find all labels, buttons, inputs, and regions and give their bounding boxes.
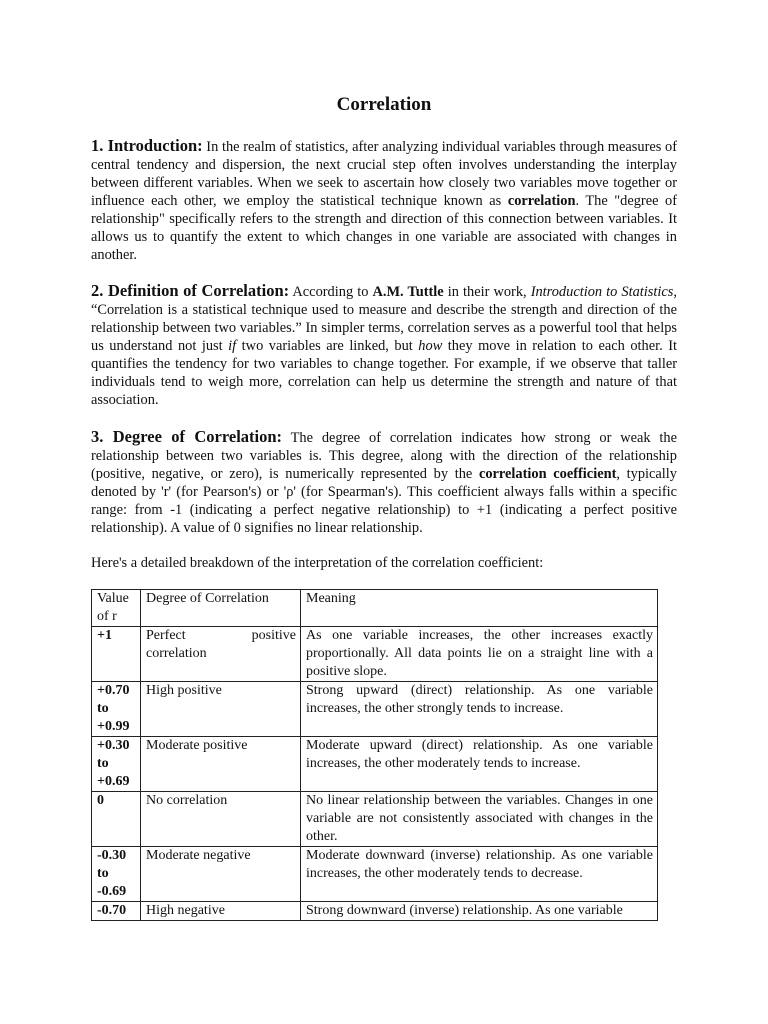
row-meaning: Strong downward (inverse) relationship. As one variable <box>301 902 658 921</box>
definition-paragraph <box>91 282 677 409</box>
degree-term: correlation coefficient <box>478 466 617 482</box>
row-value: 0 <box>92 792 141 847</box>
definition-text-3: , “Correlation is a statistical technique used to measure and describe the strength and direction of the relationship between two variables.” In simpler terms, correlation serves as a powerful tool that helps us understand not just <box>91 284 677 354</box>
degree-text-2: , typically denoted by 'r' (for Pearson's) or 'ρ' (for Spearman's). This coefficient always falls within a specific range: from -1 (indicating a perfect negative relationship) to +1 (indicating a perfect positive relationship). A value of 0 signifies no linear relationship. <box>91 466 677 536</box>
introduction-term: correlation <box>507 193 576 209</box>
table-row <box>92 792 658 847</box>
row-meaning: No linear relationship between the variables. Changes in one variable are not consistently associated with changes in the other. <box>301 792 658 847</box>
table-row <box>92 847 658 902</box>
correlation-table <box>91 589 658 921</box>
definition-em-if: if <box>228 338 237 354</box>
row-meaning: Moderate downward (inverse) relationship. As one variable increases, the other moderately tends to decrease. <box>301 847 658 902</box>
definition-book-title: Introduction to Statistics <box>530 284 674 300</box>
definition-text-1: According to <box>289 284 373 300</box>
table-row <box>92 902 658 921</box>
row-meaning: As one variable increases, the other increases exactly proportionally. All data points lie on a straight line with a positive slope. <box>301 627 658 682</box>
row-degree: Moderate negative <box>141 847 301 902</box>
table-row <box>92 627 658 682</box>
definition-text-4: two variables are linked, but <box>236 338 419 354</box>
introduction-text-1: In the realm of statistics, after analyzing individual variables through measures of central tendency and dispersion, the next crucial step often involves understanding the interplay between different variables. When we seek to ascertain how closely two variables move together or influence each other, we employ the statistical technique known as <box>91 139 678 209</box>
row-meaning: Moderate upward (direct) relationship. As one variable increases, the other moderately tends to increase. <box>301 737 658 792</box>
degree-heading: 3. Degree of Correlation: <box>91 427 283 446</box>
row-meaning: Strong upward (direct) relationship. As one variable increases, the other strongly tends to increase. <box>301 682 658 737</box>
definition-heading: 2. Definition of Correlation: <box>91 281 290 300</box>
definition-text-2: in their work, <box>443 284 531 300</box>
row-degree: No correlation <box>141 792 301 847</box>
table-row <box>92 737 658 792</box>
definition-text-5: they move in relation to each other. It quantifies the tendency for two variables to change together. For example, if we observe that taller individuals tend to weigh more, correlation can help us determine the strength and nature of that association. <box>91 338 677 408</box>
row-value: +0.70 to +0.99 <box>92 682 141 737</box>
degree-paragraph <box>91 428 677 537</box>
row-value: -0.70 <box>92 902 141 921</box>
table-header-row <box>92 590 658 627</box>
row-degree: High negative <box>141 902 301 921</box>
page-title: Correlation <box>336 94 432 115</box>
breakdown-intro: Here's a detailed breakdown of the interpretation of the correlation coefficient: <box>91 555 544 571</box>
header-value: Value of r <box>92 590 141 627</box>
row-value: -0.30 to -0.69 <box>92 847 141 902</box>
definition-author: A.M. Tuttle <box>372 284 444 300</box>
introduction-paragraph <box>91 137 677 264</box>
header-degree: Degree of Correlation <box>141 590 301 627</box>
row-value: +0.30 to +0.69 <box>92 737 141 792</box>
row-degree: Moderate positive <box>141 737 301 792</box>
row-degree: High positive <box>141 682 301 737</box>
header-meaning: Meaning <box>301 590 658 627</box>
introduction-text-2: . The "degree of relationship" specifically refers to the strength and direction of this connection between variables. It allows us to quantify the extent to which changes in one variable are associated with changes in another. <box>91 193 678 263</box>
degree-text-1: The degree of correlation indicates how strong or weak the relationship between two variables is. This degree, along with the direction of the relationship (positive, negative, or zero), is numerically represented by the <box>91 430 677 482</box>
definition-em-how: how <box>418 338 443 354</box>
introduction-heading: 1. Introduction: <box>91 136 203 155</box>
table-row <box>92 682 658 737</box>
row-value: +1 <box>92 627 141 682</box>
row-degree: Perfect positive correlation <box>141 627 301 682</box>
